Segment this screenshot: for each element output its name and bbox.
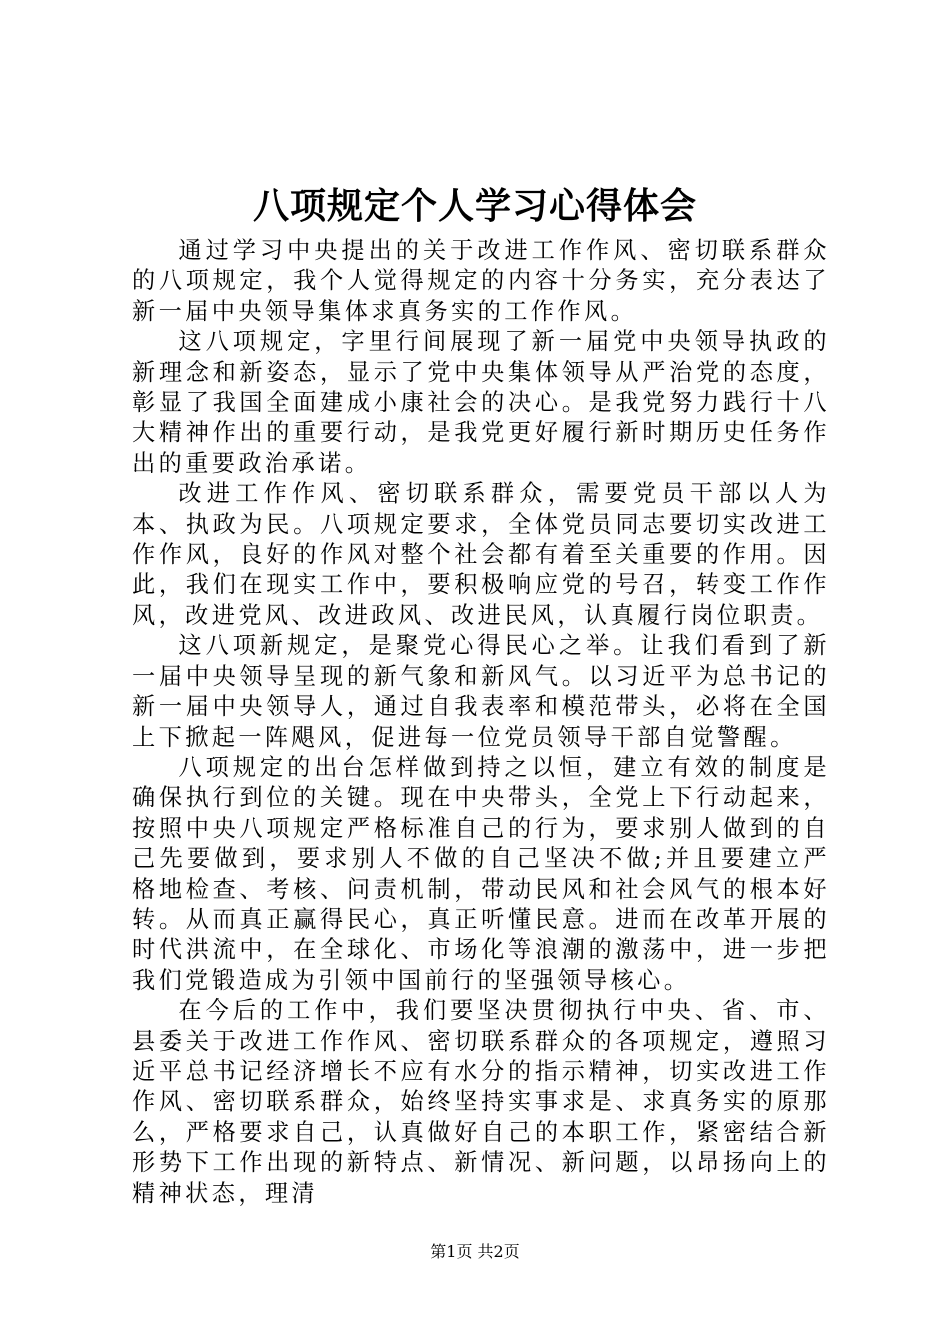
paragraph-2: 这八项规定，字里行间展现了新一届党中央领导执政的新理念和新姿态，显示了党中央集体领导从严治党的态度，彰显了我国全面建成小康社会的决心。是我党努力践行十八大精神作出的重要行动，是我党更好履行新时期历史任务作出的重要政治承诺。 xyxy=(132,328,830,477)
paragraph-6: 在今后的工作中，我们要坚决贯彻执行中央、省、市、县委关于改进工作作风、密切联系群众的各项规定，遵照习近平总书记经济增长不应有水分的指示精神，切实改进工作作风、密切联系群众，始终坚持实事求是、求真务实的原那么，严格要求自己，认真做好自己的本职工作，紧密结合新形势下工作出现的新特点、新情况、新问题，以昂扬向上的精神状态，理清 xyxy=(132,997,830,1207)
page-title: 八项规定个人学习心得体会 xyxy=(252,185,697,227)
paragraph-5: 八项规定的出台怎样做到持之以恒，建立有效的制度是确保执行到位的关键。现在中央带头，全党上下行动起来，按照中央八项规定严格标准自己的行为，要求别人做到的自己先要做到，要求别人不做的自己坚决不做;并且要建立严格地检查、考核、问责机制，带动民风和社会风气的根本好转。从而真正赢得民心，真正听懂民意。进而在改革开展的时代洪流中，在全球化、市场化等浪潮的激荡中，进一步把我们党锻造成为引领中国前行的坚强领导核心。 xyxy=(132,753,830,994)
paragraph-3: 改进工作作风、密切联系群众，需要党员干部以人为本、执政为民。八项规定要求，全体党员同志要切实改进工作作风，良好的作风对整个社会都有着至关重要的作用。因此，我们在现实工作中，要积极响应党的号召，转变工作作风，改进党风、改进政风、改进民风，认真履行岗位职责。 xyxy=(132,480,830,629)
paragraph-1: 通过学习中央提出的关于改进工作作风、密切联系群众的八项规定，我个人觉得规定的内容十分务实，充分表达了新一届中央领导集体求真务实的工作作风。 xyxy=(132,237,830,325)
page-footer: 第1页 共2页 xyxy=(430,1242,520,1261)
paragraph-4: 这八项新规定，是聚党心得民心之举。让我们看到了新一届中央领导呈现的新气象和新风气。以习近平为总书记的新一届中央领导人，通过自我表率和模范带头，必将在全国上下掀起一阵飓风，促进每一位党员领导干部自觉警醒。 xyxy=(132,632,830,751)
document-body xyxy=(132,236,830,1209)
